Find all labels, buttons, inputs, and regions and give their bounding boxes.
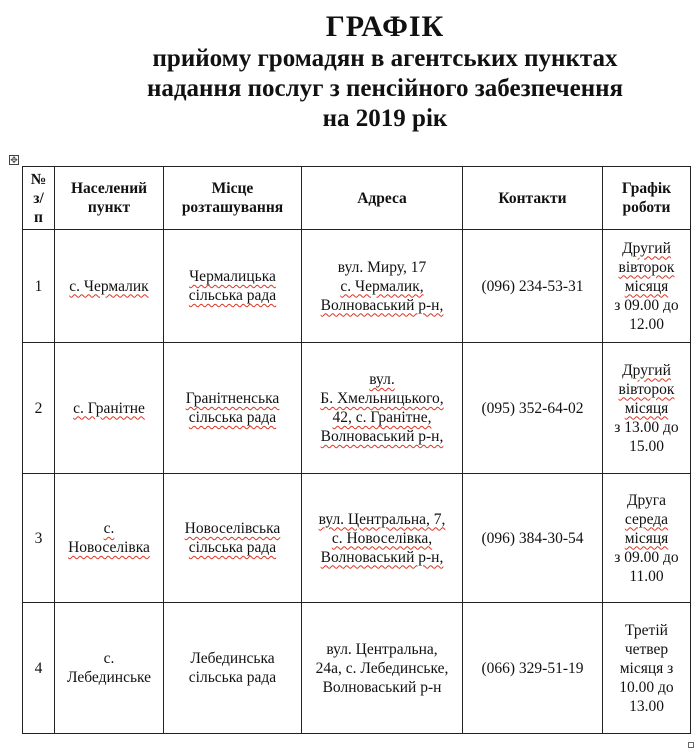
header-contacts: Контакти: [463, 167, 603, 230]
title-line-2: прийому громадян в агентських пунктах: [152, 45, 618, 72]
hours-cell: Другий вівторок місяця з 09.00 до 12.00: [603, 230, 691, 343]
title-line-4: на 2019 рік: [322, 105, 448, 132]
table-row: [23, 603, 691, 734]
settlement-cell: с. Чермалик: [55, 230, 164, 343]
table-header-row: [23, 167, 691, 230]
place-cell: Новоселівська сільська рада: [164, 474, 302, 603]
table-row: [23, 343, 691, 474]
hours-cell: Третій четвер місяця з 10.00 до 13.00: [603, 603, 691, 734]
header-address: Адреса: [302, 167, 463, 230]
header-settlement: Населений пункт: [55, 167, 164, 230]
title-line-1: ГРАФІК: [325, 10, 445, 43]
table-resize-handle[interactable]: [688, 742, 694, 748]
table-move-handle-icon[interactable]: ✥: [10, 156, 18, 166]
phone-cell: (096) 384-30-54: [463, 474, 603, 603]
address-cell: вул. Б. Хмельницького, 42, с. Гранітне, Волноваський р-н,: [302, 343, 463, 474]
hours-cell: Друга середа місяця з 09.00 до 11.00: [603, 474, 691, 603]
hours-cell: Другий вівторок місяця з 13.00 до 15.00: [603, 343, 691, 474]
header-place: Місце розташування: [164, 167, 302, 230]
table-row: [23, 474, 691, 603]
row-number: 1: [23, 230, 55, 343]
settlement-cell: с. Новоселівка: [55, 474, 164, 603]
row-number: 4: [23, 603, 55, 734]
header-hours: Графік роботи: [603, 167, 691, 230]
phone-cell: (066) 329-51-19: [463, 603, 603, 734]
row-number: 3: [23, 474, 55, 603]
place-cell: Лебединська сільська рада: [164, 603, 302, 734]
phone-cell: (096) 234-53-31: [463, 230, 603, 343]
schedule-table: [22, 166, 691, 734]
place-cell: Гранітненська сільська рада: [164, 343, 302, 474]
table-row: [23, 230, 691, 343]
title-line-3: надання послуг з пенсійного забезпечення: [146, 75, 624, 102]
address-cell: вул. Центральна, 7, с. Новоселівка, Волноваський р-н,: [302, 474, 463, 603]
document-title: [60, 10, 700, 134]
address-cell: вул. Миру, 17 с. Чермалик, Волноваський р-н,: [302, 230, 463, 343]
settlement-cell: с. Гранітне: [55, 343, 164, 474]
address-cell: вул. Центральна, 24а, с. Лебединське, Волноваський р-н: [302, 603, 463, 734]
place-cell: Чермалицька сільська рада: [164, 230, 302, 343]
row-number: 2: [23, 343, 55, 474]
header-num: № з/ п: [23, 167, 55, 230]
settlement-cell: с. Лебединське: [55, 603, 164, 734]
phone-cell: (095) 352-64-02: [463, 343, 603, 474]
